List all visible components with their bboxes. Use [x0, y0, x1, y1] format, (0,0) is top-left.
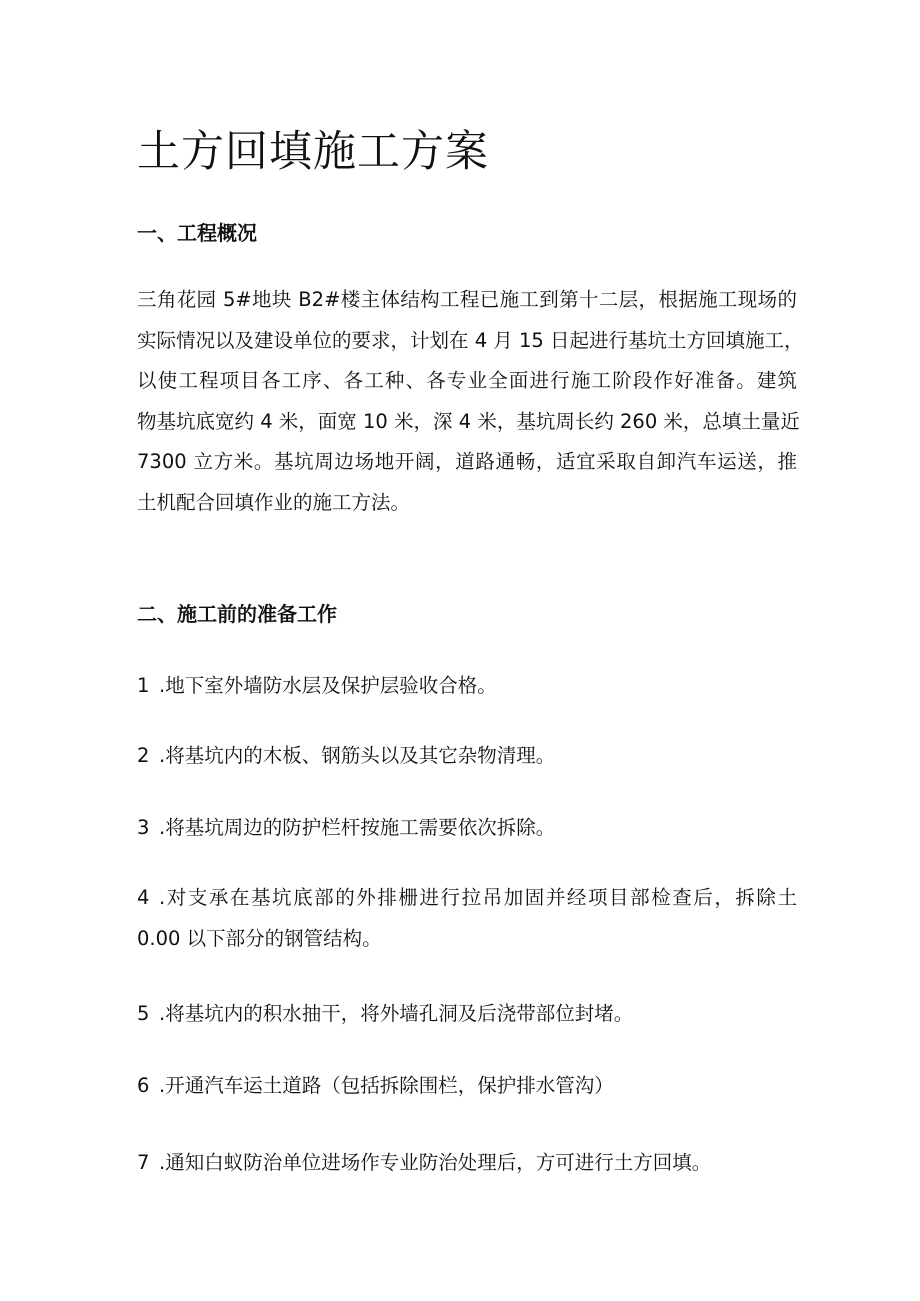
list-item-text: .开通汽车运土道路（包括拆除围栏，保护排水管沟）: [159, 1074, 614, 1097]
paragraph-line: 以使工程项目各工序、各工种、各专业全面进行施工阶段作好准备。建筑: [137, 369, 797, 392]
list-item-text: .将基坑内的木板、钢筋头以及其它杂物清理。: [159, 744, 556, 767]
list-item-text: .通知白蚁防治单位进场作专业防治处理后，方可进行土方回填。: [159, 1151, 712, 1174]
list-item-number: 4: [137, 886, 150, 909]
paragraph-line: 土机配合回填作业的施工方法。: [137, 490, 411, 514]
list-item-text: 0.00 以下部分的钢管结构。: [137, 926, 382, 950]
list-item-text: .将基坑周边的防护栏杆按施工需要依次拆除。: [159, 816, 556, 839]
list-item-text: .对支承在基坑底部的外排栅进行拉吊加固并经项目部检查后，拆除土: [159, 886, 797, 909]
list-item-number: 3: [137, 816, 150, 839]
paragraph-line: 实际情况以及建设单位的要求，计划在 4 月 15 日起进行基坑土方回填施工，: [137, 328, 804, 352]
list-item: [137, 1143, 797, 1184]
document-title: 土方回填施工方案: [137, 127, 489, 177]
paragraph-line: 物基坑底宽约 4 米，面宽 10 米，深 4 米，基坑周长约 260 米，总填土量近: [137, 409, 800, 433]
list-item: [137, 666, 797, 707]
list-item-text: .将基坑内的积水抽干，将外墙孔洞及后浇带部位封堵。: [159, 1002, 634, 1025]
list-item-number: 5: [137, 1002, 150, 1025]
list-item-text: .地下室外墙防水层及保护层验收合格。: [159, 674, 497, 697]
list-item: [137, 808, 797, 849]
paragraph-line: 三角花园 5#地块 B2#楼主体结构工程已施工到第十二层，根据施工现场的: [137, 288, 797, 311]
paragraph-line: 7300 立方米。基坑周边场地开阔，道路通畅，适宜采取自卸汽车运送，推: [137, 450, 797, 473]
section-heading-overview: 一、工程概况: [137, 221, 257, 245]
list-item: [137, 994, 797, 1035]
list-item-number: 7: [137, 1151, 150, 1174]
list-item-number: 1: [137, 674, 150, 697]
list-item: [137, 736, 797, 777]
list-item-number: 2: [137, 744, 150, 767]
overview-paragraph: [137, 280, 804, 523]
list-item-number: 6: [137, 1074, 150, 1097]
section-heading-preparation: 二、施工前的准备工作: [137, 602, 337, 626]
list-item: [137, 878, 797, 959]
list-item: [137, 1066, 797, 1107]
